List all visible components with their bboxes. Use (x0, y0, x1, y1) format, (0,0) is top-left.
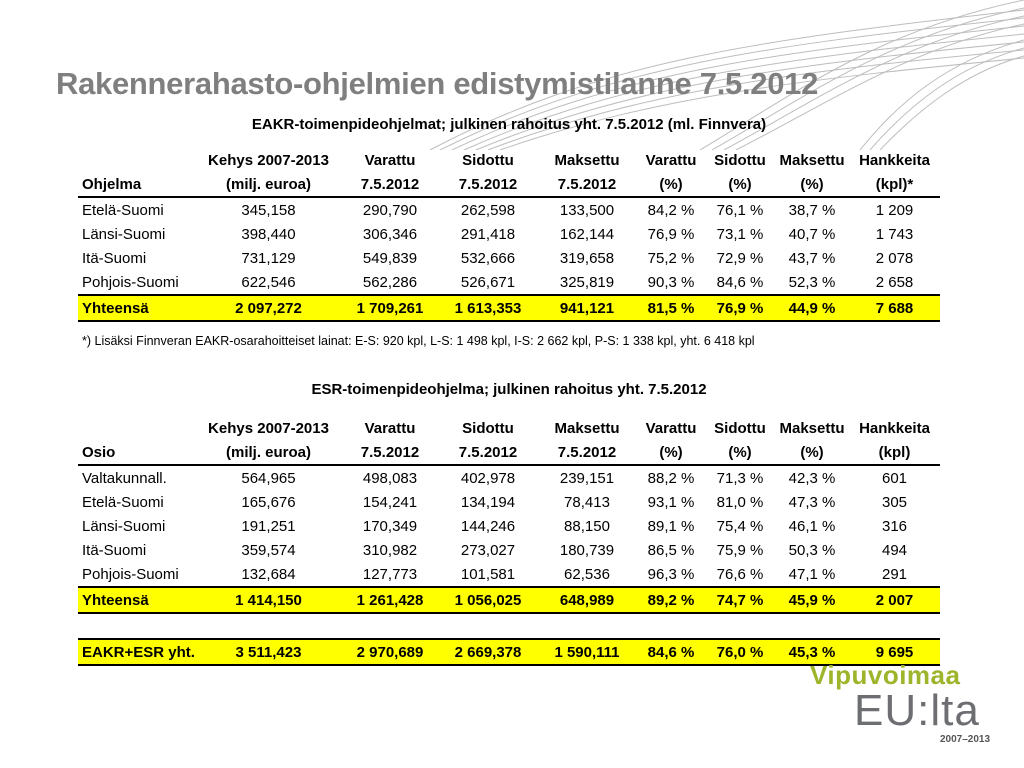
value-cell: 76,6 % (716, 565, 764, 583)
value-cell: Sidottu (462, 151, 514, 169)
value-cell: Sidottu (462, 419, 514, 437)
table-row (78, 538, 940, 562)
value-cell: 144,246 (460, 517, 516, 535)
value-cell: 43,7 % (788, 249, 836, 267)
value-cell: 601 (881, 469, 908, 487)
value-cell: 2 669,378 (439, 639, 537, 665)
value-cell: 96,3 % (647, 565, 695, 583)
value-cell: Kehys 2007-2013 (208, 419, 329, 437)
table-row (78, 562, 940, 587)
eakr-table-caption: EAKR-toimenpideohjelmat; julkinen rahoitus yht. 7.5.2012 (ml. Finnvera) (251, 116, 767, 133)
value-cell: 498,083 (362, 469, 418, 487)
value-cell: 1 056,025 (439, 587, 537, 613)
value-cell: Kehys 2007-2013 (208, 151, 329, 169)
value-cell: 86,5 % (647, 541, 695, 559)
value-cell: 71,3 % (716, 469, 764, 487)
eakr-table (78, 148, 940, 322)
value-cell: Varattu (645, 151, 697, 169)
value-cell: 75,2 % (647, 249, 695, 267)
value-cell: 47,3 % (788, 493, 836, 511)
value-cell: 45,3 % (775, 639, 849, 665)
row-label-cell: Itä-Suomi (82, 541, 147, 559)
value-cell: 76,1 % (716, 201, 764, 219)
value-cell: 564,965 (241, 469, 296, 487)
value-cell: 306,346 (362, 225, 418, 243)
value-cell: (%) (775, 440, 849, 465)
spacer-cell (78, 613, 940, 639)
value-cell: 162,144 (559, 225, 615, 243)
value-cell: 132,684 (241, 565, 296, 583)
value-cell: 62,536 (564, 565, 610, 583)
value-cell: 84,6 % (716, 273, 764, 291)
value-cell: 1 590,111 (537, 639, 637, 665)
value-cell: 81,5 % (637, 295, 705, 321)
value-cell: 89,1 % (647, 517, 695, 535)
value-cell: 305 (881, 493, 908, 511)
esr-table (78, 416, 940, 666)
value-cell: 7.5.2012 (537, 172, 637, 197)
value-cell: (%) (705, 440, 775, 465)
header-row (78, 172, 940, 197)
header-row (78, 440, 940, 465)
value-cell: 273,027 (460, 541, 516, 559)
spacer-row (78, 613, 940, 639)
value-cell: 101,581 (460, 565, 516, 583)
table-row (78, 246, 940, 270)
row-label-cell (78, 416, 196, 440)
row-label-cell: Ohjelma (78, 172, 196, 197)
value-cell: 88,150 (564, 517, 610, 535)
value-cell: 75,9 % (716, 541, 764, 559)
value-cell: (%) (637, 172, 705, 197)
value-cell: Varattu (645, 419, 697, 437)
value-cell: 3 511,423 (196, 639, 341, 665)
value-cell: (milj. euroa) (196, 172, 341, 197)
value-cell: 40,7 % (788, 225, 836, 243)
value-cell: Maksettu (554, 151, 620, 169)
value-cell: Hankkeita (859, 151, 930, 169)
row-label-cell (78, 148, 196, 172)
row-label-cell: Länsi-Suomi (82, 517, 166, 535)
total-row (78, 295, 940, 321)
table-row (78, 490, 940, 514)
value-cell: 81,0 % (716, 493, 764, 511)
value-cell: 316 (881, 517, 908, 535)
row-label-cell: Itä-Suomi (82, 249, 147, 267)
value-cell: 291,418 (460, 225, 516, 243)
value-cell: 731,129 (241, 249, 296, 267)
value-cell: 648,989 (537, 587, 637, 613)
value-cell: Maksettu (779, 151, 845, 169)
value-cell: Sidottu (714, 419, 766, 437)
value-cell: 46,1 % (788, 517, 836, 535)
value-cell: (kpl) (849, 440, 940, 465)
value-cell: 239,151 (559, 469, 615, 487)
value-cell: 165,676 (241, 493, 296, 511)
value-cell: 1 613,353 (439, 295, 537, 321)
value-cell: 345,158 (241, 201, 296, 219)
value-cell: 42,3 % (788, 469, 836, 487)
value-cell: 9 695 (849, 639, 940, 665)
row-label-cell: EAKR+ESR yht. (78, 639, 196, 665)
value-cell: Varattu (364, 419, 416, 437)
value-cell: 494 (881, 541, 908, 559)
row-label-cell: Etelä-Suomi (82, 201, 164, 219)
value-cell: 359,574 (241, 541, 296, 559)
value-cell: 127,773 (362, 565, 418, 583)
logo-main-text: EU:lta (854, 686, 980, 735)
row-label-cell: Etelä-Suomi (82, 493, 164, 511)
value-cell: 76,0 % (705, 639, 775, 665)
value-cell: 180,739 (559, 541, 615, 559)
value-cell: 76,9 % (647, 225, 695, 243)
table-row (78, 270, 940, 295)
value-cell: 319,658 (559, 249, 615, 267)
value-cell: 90,3 % (647, 273, 695, 291)
value-cell: 7.5.2012 (439, 440, 537, 465)
value-cell: 72,9 % (716, 249, 764, 267)
value-cell: (%) (637, 440, 705, 465)
value-cell: 7.5.2012 (537, 440, 637, 465)
value-cell: Varattu (364, 151, 416, 169)
table-row (78, 514, 940, 538)
table-row (78, 197, 940, 222)
row-label-cell: Pohjois-Suomi (82, 273, 179, 291)
value-cell: 45,9 % (775, 587, 849, 613)
logo-top-text: Vipuvoimaa (810, 660, 961, 690)
value-cell: 170,349 (362, 517, 418, 535)
value-cell: 562,286 (362, 273, 418, 291)
value-cell: 549,839 (362, 249, 418, 267)
value-cell: 7.5.2012 (439, 172, 537, 197)
row-label-cell: Pohjois-Suomi (82, 565, 179, 583)
eakr-footnote: *) Lisäksi Finnveran EAKR-osarahoitteiset lainat: E-S: 920 kpl, L-S: 1 498 kpl, I-S: 2 662 kpl, P-S: 1 338 kpl, yht. 6 418 kpl (82, 334, 755, 348)
value-cell: 291 (881, 565, 908, 583)
value-cell: 622,546 (241, 273, 296, 291)
value-cell: 2 658 (875, 273, 914, 291)
logo-years-text: 2007–2013 (940, 734, 991, 745)
value-cell: 133,500 (559, 201, 615, 219)
value-cell: 398,440 (241, 225, 296, 243)
value-cell: 134,194 (460, 493, 516, 511)
value-cell: 52,3 % (788, 273, 836, 291)
value-cell: 325,819 (559, 273, 615, 291)
value-cell: 38,7 % (788, 201, 836, 219)
header-row (78, 416, 940, 440)
value-cell: 75,4 % (716, 517, 764, 535)
value-cell: 2 078 (875, 249, 914, 267)
value-cell: 1 743 (875, 225, 914, 243)
value-cell: 2 970,689 (341, 639, 439, 665)
value-cell: 47,1 % (788, 565, 836, 583)
value-cell: 154,241 (362, 493, 418, 511)
table-row (78, 465, 940, 490)
value-cell: 93,1 % (647, 493, 695, 511)
value-cell: 191,251 (241, 517, 296, 535)
row-label-cell: Yhteensä (78, 295, 196, 321)
value-cell: 1 414,150 (196, 587, 341, 613)
value-cell: (kpl)* (849, 172, 940, 197)
value-cell: 74,7 % (705, 587, 775, 613)
row-label-cell: Osio (78, 440, 196, 465)
header-row (78, 148, 940, 172)
value-cell: 262,598 (460, 201, 516, 219)
value-cell: 402,978 (460, 469, 516, 487)
row-label-cell: Valtakunnall. (82, 469, 167, 487)
table-row (78, 222, 940, 246)
row-label-cell: Yhteensä (78, 587, 196, 613)
value-cell: 76,9 % (705, 295, 775, 321)
value-cell: 44,9 % (775, 295, 849, 321)
value-cell: 2 097,272 (196, 295, 341, 321)
value-cell: 84,6 % (637, 639, 705, 665)
row-label-cell: Länsi-Suomi (82, 225, 166, 243)
esr-table-caption: ESR-toimenpideohjelma; julkinen rahoitus yht. 7.5.2012 (311, 381, 707, 398)
value-cell: 2 007 (849, 587, 940, 613)
value-cell: 310,982 (362, 541, 418, 559)
value-cell: Hankkeita (859, 419, 930, 437)
value-cell: Maksettu (554, 419, 620, 437)
value-cell: 532,666 (460, 249, 516, 267)
value-cell: 1 709,261 (341, 295, 439, 321)
value-cell: 88,2 % (647, 469, 695, 487)
value-cell: (milj. euroa) (196, 440, 341, 465)
value-cell: 1 209 (875, 201, 914, 219)
value-cell: Sidottu (714, 151, 766, 169)
value-cell: 7.5.2012 (341, 440, 439, 465)
value-cell: 84,2 % (647, 201, 695, 219)
value-cell: (%) (775, 172, 849, 197)
value-cell: 290,790 (362, 201, 418, 219)
value-cell: 50,3 % (788, 541, 836, 559)
value-cell: 1 261,428 (341, 587, 439, 613)
value-cell: Maksettu (779, 419, 845, 437)
value-cell: (%) (705, 172, 775, 197)
value-cell: 7 688 (849, 295, 940, 321)
value-cell: 78,413 (564, 493, 610, 511)
value-cell: 89,2 % (637, 587, 705, 613)
value-cell: 526,671 (460, 273, 516, 291)
value-cell: 73,1 % (716, 225, 764, 243)
total-row (78, 587, 940, 613)
vipuvoimaa-logo (810, 660, 1010, 760)
value-cell: 7.5.2012 (341, 172, 439, 197)
value-cell: 941,121 (537, 295, 637, 321)
page-title: Rakennerahasto-ohjelmien edistymistilanne 7.5.2012 (56, 66, 819, 101)
